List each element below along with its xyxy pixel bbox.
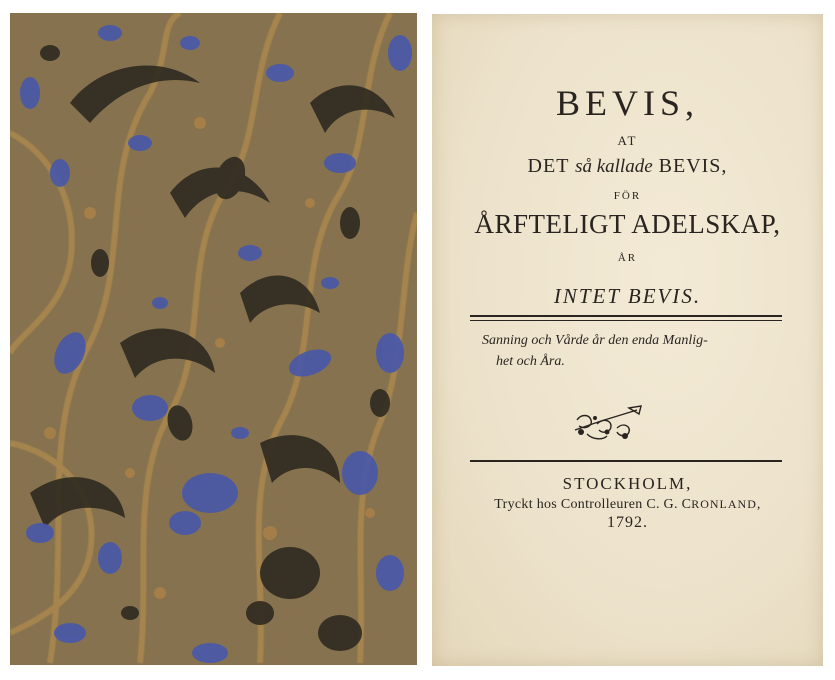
rule-top-1 [470,315,782,317]
imprint-printer [432,497,823,513]
imprint-printer-initial: C [681,497,692,512]
floral-ornament-icon [567,402,647,444]
imprint-printer-suffix: , [756,497,761,512]
motto-line-1: Sanning och Vårde år den enda Manlig- [482,333,708,348]
title-line-at: AT [617,133,638,148]
title-line-for: FÖR [613,190,642,202]
rule-top-2 [470,320,782,321]
imprint-printer-prefix: Tryckt hos Controlleuren C. G. [494,497,678,512]
det-prefix: DET [527,155,570,177]
det-suffix: BEVIS, [658,155,728,177]
title-line-intet: INTET BEVIS. [553,284,702,308]
imprint-printer-rest: RONLAND [691,497,757,511]
motto-line-2: het och Åra. [496,354,565,369]
marbled-pattern [10,13,417,665]
imprint-city: STOCKHOLM, [562,474,693,493]
marbled-cover [10,13,417,665]
title-line-det [432,155,823,178]
title-line-ar: ÅR [617,252,638,264]
title-line-arfteligt: ÅRFTELIGT ADELSKAP, [474,209,781,239]
rule-bottom [470,460,782,462]
book-title: BEVIS, [555,83,699,123]
det-italic: så kallade [575,156,653,177]
imprint-year: 1792. [607,514,648,531]
title-page [432,14,823,666]
